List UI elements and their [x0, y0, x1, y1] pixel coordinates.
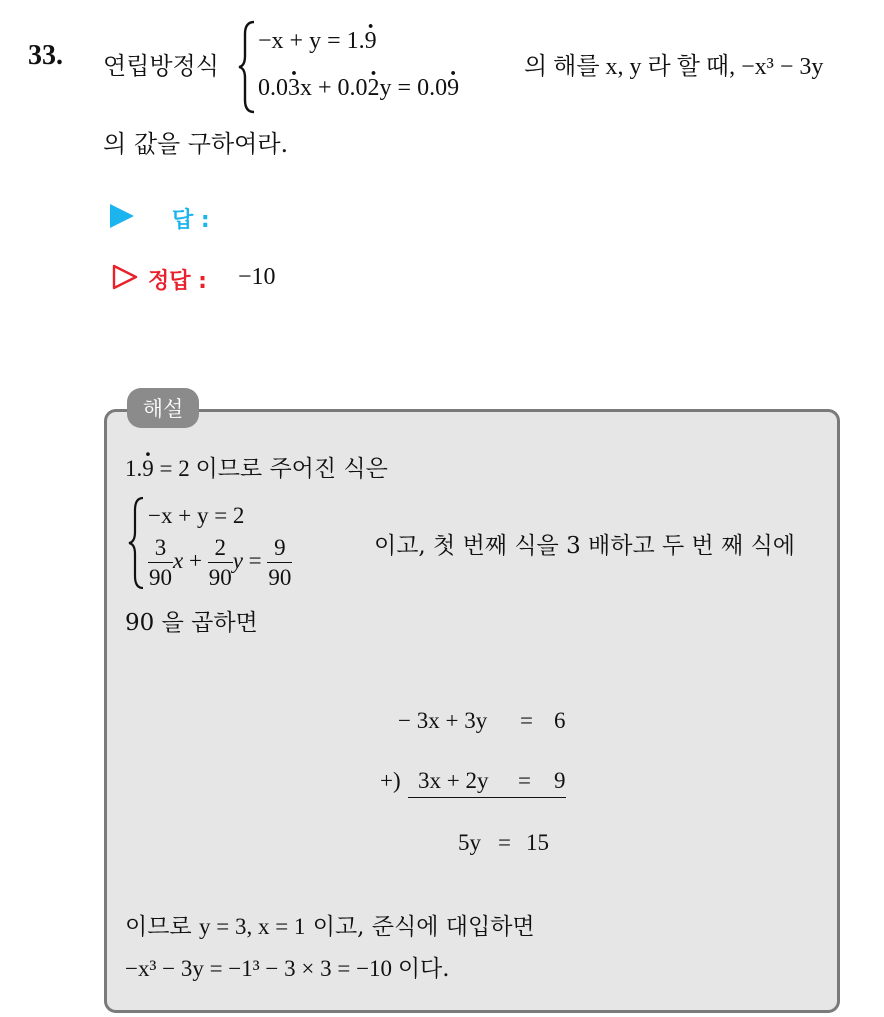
fraction: $\frac{3}{90}$ — [149, 535, 172, 590]
calc-line-2: +) 3x + 2y = 9 — [380, 768, 566, 793]
solution-line-4: 이므로 y = 3, x = 1 이고, 준식에 대입하면 — [125, 914, 535, 940]
question-suffix: 의 해를 x, y 라 할 때, −x³ − 3y — [524, 54, 824, 80]
left-brace-icon — [238, 20, 258, 114]
correct-arrow-icon — [112, 264, 138, 290]
solution-line-3: 90 을 곱하면 — [125, 610, 258, 636]
correct-label: 정답 : — [148, 269, 207, 294]
solution-system-eq-2: $\frac{3}{90}$ x + $\frac{2}{90}$ y = $\frac{9}{90}$ — [149, 535, 292, 590]
answer-arrow-icon — [110, 204, 134, 228]
correct-value: −10 — [238, 264, 276, 290]
question-number: 33. — [28, 40, 63, 71]
calc-line-1: − 3x + 3y = 6 — [398, 708, 566, 733]
question-line-2: 의 값을 구하여라. — [103, 130, 289, 158]
solution-brace-icon — [128, 496, 146, 590]
solution-line-1: 1.· 9 = 2 이므로 주어진 식은 — [125, 450, 388, 483]
fraction: $\frac{9}{90}$ — [268, 535, 292, 590]
calc-underline — [408, 797, 566, 798]
solution-system-eq-1: −x + y = 2 — [148, 503, 245, 528]
solution-system-side-text: 이고, 첫 번째 식을 3 배하고 두 번 째 식에 — [374, 533, 796, 559]
solution-tab: 해설 — [127, 388, 199, 428]
system-equation-2: 0.0· 3x + 0.0· 2y = 0.0· 9 — [258, 75, 459, 102]
system-equation-1: −x + y = 1.· 9 — [258, 28, 377, 55]
fraction: $\frac{2}{90}$ — [208, 535, 232, 590]
calc-line-3: 5y = 15 — [458, 830, 549, 855]
answer-label: 답 : — [172, 208, 210, 233]
solution-line-5: −x³ − 3y = −1³ − 3 × 3 = −10 이다. — [125, 956, 450, 982]
question-prefix: 연립방정식 — [103, 52, 219, 80]
